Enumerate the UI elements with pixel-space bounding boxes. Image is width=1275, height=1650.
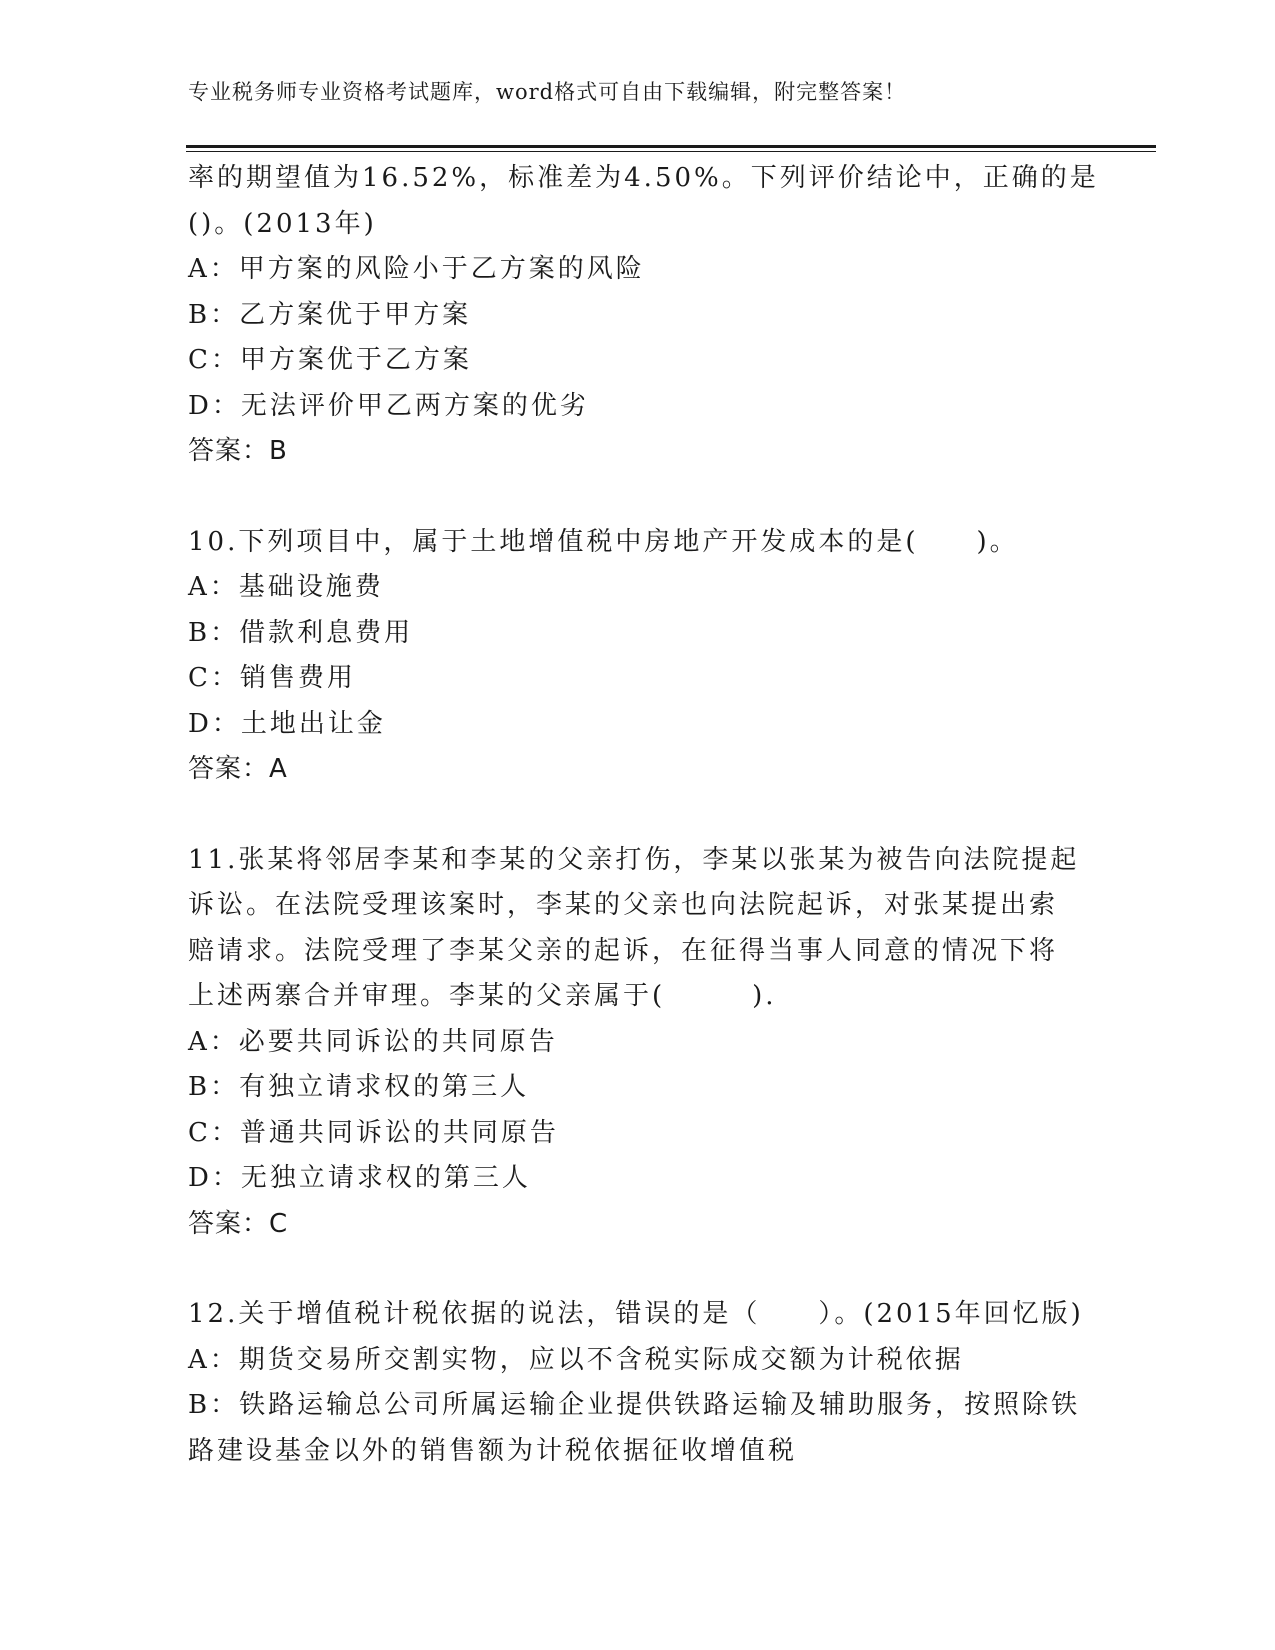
spacer (188, 1247, 1088, 1292)
question-text-line: 上述两寨合并审理。李某的父亲属于( ). (188, 981, 777, 1011)
header-rule-thin (186, 151, 1156, 152)
question-text-line: 率的期望值为16.52%，标准差为4.50%。下列评价结论中，正确的是 (188, 163, 1099, 193)
answer-label: 答案：B (188, 436, 288, 466)
question-text-line: 12.关于增值税计税依据的说法，错误的是（ ）。(2015年回忆版) (188, 1299, 1084, 1329)
option-d: D：无法评价甲乙两方案的优劣 (188, 390, 589, 421)
option-b-continued: 路建设基金以外的销售额为计税依据征收增值税 (188, 1435, 798, 1466)
option-d: D：土地出让金 (188, 708, 386, 739)
option-a: A：必要共同诉讼的共同原告 (188, 1026, 558, 1057)
option-c: C：普通共同诉讼的共同原告 (188, 1117, 559, 1148)
option-a: A：基础设施费 (188, 572, 384, 602)
option-d: D：无独立请求权的第三人 (188, 1163, 531, 1193)
question-12 (188, 1292, 1088, 1474)
option-a: A：甲方案的风险小于乙方案的风险 (188, 254, 645, 284)
question-text-line: 诉讼。在法院受理该案时，李某的父亲也向法院起诉，对张某提出索 (188, 890, 1059, 920)
answer-label: 答案：C (188, 1208, 289, 1239)
header-rule-thick (186, 145, 1156, 148)
page-header: 专业税务师专业资格考试题库，word格式可自由下载编辑，附完整答案！ (188, 80, 907, 104)
option-b: B：有独立请求权的第三人 (188, 1072, 530, 1102)
option-b: B：铁路运输总公司所属运输企业提供铁路运输及辅助服务，按照除铁 (188, 1390, 1081, 1420)
spacer (188, 475, 1088, 520)
document-body (188, 156, 1099, 1474)
question-11 (188, 838, 1088, 1248)
question-text-line: 赔请求。法院受理了李某父亲的起诉，在征得当事人同意的情况下将 (188, 935, 1059, 966)
spacer (188, 793, 1088, 838)
question-text-line: ()。(2013年) (188, 208, 377, 239)
option-b: B：借款利息费用 (188, 617, 414, 648)
option-c: C：销售费用 (188, 663, 356, 693)
option-b: B：乙方案优于甲方案 (188, 299, 472, 330)
option-a: A：期货交易所交割实物，应以不含税实际成交额为计税依据 (188, 1344, 964, 1375)
question-text-line: 10.下列项目中，属于土地增值税中房地产开发成本的是( )。 (188, 526, 1019, 557)
question-text-line: 11.张某将邻居李某和李某的父亲打伤，李某以张某为被告向法院提起 (188, 844, 1080, 875)
question-9 (188, 156, 1099, 475)
question-10 (188, 520, 1088, 793)
answer-label: 答案：A (188, 754, 288, 784)
option-c: C：甲方案优于乙方案 (188, 345, 472, 375)
